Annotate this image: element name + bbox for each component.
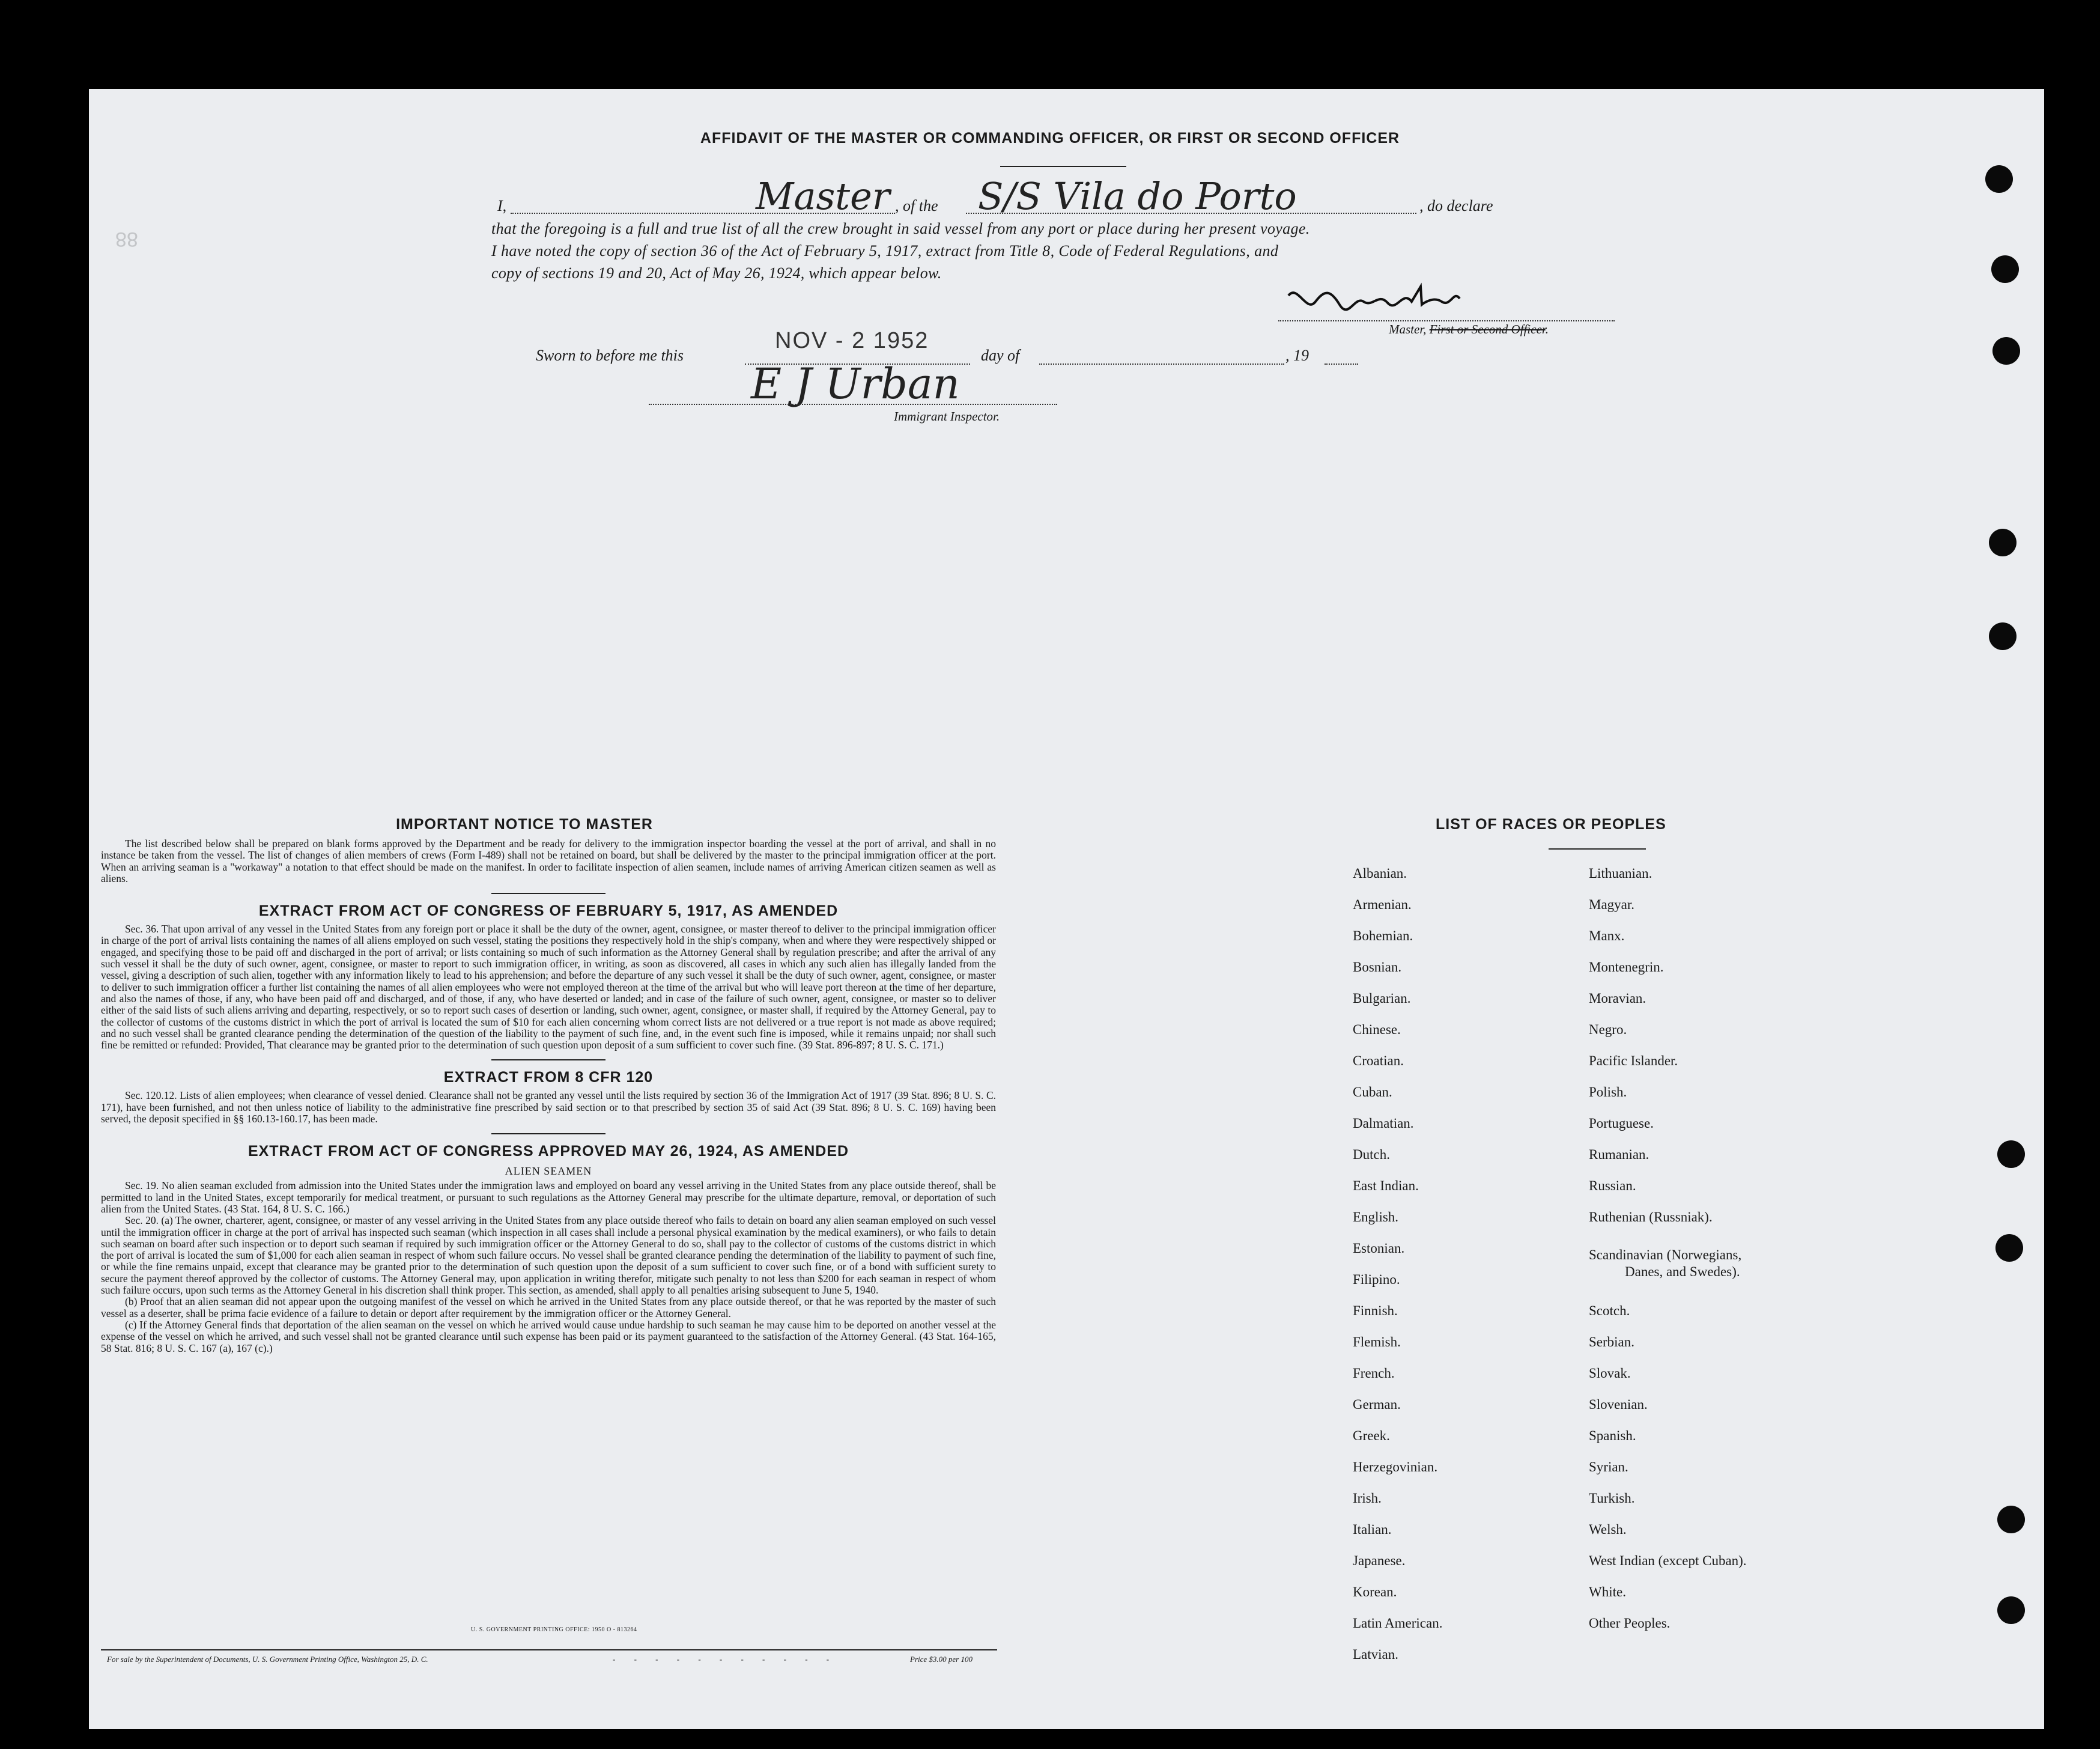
race-item: White. <box>1589 1584 1626 1599</box>
punch-hole-8 <box>1997 1506 2025 1533</box>
punch-hole-6 <box>1997 1140 2025 1168</box>
extract-1924-subtitle: ALIEN SEAMEN <box>505 1165 592 1178</box>
extract-1924-title: EXTRACT FROM ACT OF CONGRESS APPROVED MAY 26, 1924, AS AMENDED <box>247 1143 849 1160</box>
affidavit-do-declare: , do declare <box>1419 197 1493 214</box>
master-signature-line <box>1278 320 1615 321</box>
race-item: Lithuanian. <box>1589 866 1652 881</box>
race-item: Filipino. <box>1353 1272 1400 1287</box>
signature-role-label <box>1389 322 1549 337</box>
sworn-date-stamp: NOV - 2 1952 <box>775 328 929 353</box>
affidavit-vessel-handwritten: S/S Vila do Porto <box>978 174 1297 218</box>
race-item: Turkish. <box>1589 1491 1635 1506</box>
notice-rule <box>491 893 605 894</box>
affidavit-line3: I have noted the copy of section 36 of the Act of February 5, 1917, extract from Title 8, Code of Federal Regulations, and <box>491 242 1279 260</box>
punch-hole-9 <box>1997 1596 2025 1624</box>
race-item: Russian. <box>1589 1178 1636 1193</box>
sworn-year-line <box>1325 363 1358 365</box>
race-item: Moravian. <box>1589 991 1646 1006</box>
race-item: Armenian. <box>1353 897 1412 912</box>
sworn-year: , 19 <box>1285 347 1309 364</box>
race-item: Slovak. <box>1589 1366 1631 1381</box>
race-item: Greek. <box>1353 1428 1390 1443</box>
race-item: Croatian. <box>1353 1053 1404 1068</box>
race-item: Chinese. <box>1353 1022 1401 1037</box>
race-item: Estonian. <box>1353 1241 1405 1256</box>
race-item: Dalmatian. <box>1353 1116 1414 1131</box>
race-item: Flemish. <box>1353 1334 1401 1349</box>
affidavit-of-the: , of the <box>895 197 938 214</box>
race-item: Serbian. <box>1589 1334 1635 1349</box>
extract-1924-body <box>101 1180 996 1354</box>
race-item: Albanian. <box>1353 866 1407 881</box>
race-item: Japanese. <box>1353 1553 1406 1568</box>
race-item: Danes, and Swedes). <box>1625 1264 1740 1279</box>
race-item: Herzegovinian. <box>1353 1459 1438 1474</box>
sworn-label: Sworn to before me this <box>536 347 684 364</box>
margin-mark: 88 <box>115 228 138 251</box>
master-signature-image <box>1282 278 1463 326</box>
race-item: Portuguese. <box>1589 1116 1654 1131</box>
extract-cfr-body <box>101 1090 996 1125</box>
sec-20a-text: Sec. 20. (a) The owner, charterer, agent, consignee, or master of any vessel arriving in the United States from any place outside thereof who fails to detain on board any alien seaman employed on such vessel until the immigration officer in charge at the port of arrival has inspected such seaman (which inspection in all cases shall include a personal physical examination by the medical examiners), or who fails to detain such seaman on board after such inspection or to deport such seaman if required by such immigration officer or the Attorney General to do so, shall pay to the collector of customs of the customs district in which the port of arrival is located the sum of $1,000 for each alien seaman in respect of whom such failure occurs. No vessel shall be granted clearance pending the determination of the liability to payment of such fine, or while the fine remains unpaid, except that clearance may be granted prior to the determination of such question upon the deposit of a sum sufficient to cover such fine, or of a bond with sufficient surety to secure the payment thereof approved by the collector of customs. The Attorney General may, upon application in writing therefor, mitigate such penalty to not less than $200 for each seaman in respect of whom such failure occurs, upon such terms as the Attorney General in his discretion shall think proper. This section, as amended, shall apply to all penalties arising subsequent to June 5, 1940. <box>101 1214 996 1297</box>
race-item: Dutch. <box>1353 1147 1390 1162</box>
race-item: West Indian (except Cuban). <box>1589 1553 1747 1568</box>
sec-19-text: Sec. 19. No alien seaman excluded from admission into the United States under the immigration laws and employed on board any vessel arriving in the United States from any place outside thereof, shall be permitted to land in the United States, except temporarily for medical treatment, or pursuant to such regulations as the Attorney General may prescribe for the ultimate departure, removal, or deportation of such alien from the United States. (43 Stat. 164, 8 U. S. C. 166.) <box>101 1179 996 1215</box>
race-item: Welsh. <box>1589 1522 1627 1537</box>
extract-cfr-rule <box>491 1133 605 1134</box>
sec-20b-text: (b) Proof that an alien seaman did not appear upon the outgoing manifest of the vessel on which he arrived in the United States from any place outside thereof, or that he was reported by the master of such vessel as a deserter, shall be prima facie evidence of a failure to detain or deport after requirement by the immigration officer or the Attorney General. <box>101 1295 996 1319</box>
notice-body <box>101 838 996 884</box>
race-item: Irish. <box>1353 1491 1382 1506</box>
extract-cfr-text: Sec. 120.12. Lists of alien employees; when clearance of vessel denied. Clearance shall not be granted any vessel until the lists required by section 36 of the Immigration Act of 1917 (39 Stat. 896; 8 U. S. C. 171), have been furnished, and not then unless notice of liability to the administrative fine prescribed by said section or to that prescribed by section 35 of said Act (39 Stat. 896; 8 U. S. C. 169) having been served, the deposit specified in §§ 160.13-160.17, has been made. <box>101 1089 996 1125</box>
race-item: English. <box>1353 1209 1399 1224</box>
race-item: Syrian. <box>1589 1459 1628 1474</box>
race-item: Pacific Islander. <box>1589 1053 1678 1068</box>
punch-hole-3 <box>1992 337 2020 365</box>
race-item: Montenegrin. <box>1589 960 1664 975</box>
race-item: Rumanian. <box>1589 1147 1649 1162</box>
race-item: Scandinavian (Norwegians, <box>1589 1247 1742 1262</box>
race-item: Ruthenian (Russniak). <box>1589 1209 1713 1224</box>
race-item: Finnish. <box>1353 1303 1398 1318</box>
printer-line: U. S. GOVERNMENT PRINTING OFFICE: 1950 O - 813264 <box>471 1626 637 1633</box>
race-item: Spanish. <box>1589 1428 1636 1443</box>
extract-1917-rule <box>491 1059 605 1060</box>
race-item: East Indian. <box>1353 1178 1419 1193</box>
sec-20c-text: (c) If the Attorney General finds that deportation of the alien seaman on the vessel on which he arrived would cause undue hardship to such seaman he may cause him to be deported on another vessel at the expense of the vessel on which he arrived, and such vessel shall not be granted clearance until such expense has been paid or its payment guaranteed to the satisfaction of the Attorney General. (43 Stat. 164-165, 58 Stat. 816; 8 U. S. C. 167 (a), 167 (c).) <box>101 1318 996 1354</box>
inspector-signature-line <box>649 404 1057 405</box>
race-item: Bulgarian. <box>1353 991 1411 1006</box>
race-item: Latin American. <box>1353 1616 1443 1631</box>
extract-1917-body <box>101 923 996 1051</box>
notice-body-text: The list described below shall be prepared on blank forms approved by the Department and be ready for delivery to the immigration inspector boarding the vessel at the port of arrival, and shall in no instance be taken from the vessel. The list of changes of alien members of crews (Form I-489) shall not be retained on board, but shall be delivered by the master to the principal immigration officer at the port. When an arriving seaman is a "workaway" a notation to that effect should be made on the manifest. In order to facilitate inspection of alien seamen, include names of arriving American citizen seamen as well as aliens. <box>101 838 996 884</box>
punch-hole-2 <box>1991 255 2019 283</box>
extract-1917-text: Sec. 36. That upon arrival of any vessel in the United States from any foreign port or place it shall be the duty of the owner, agent, consignee, or master thereof to deliver to the principal immigration officer in charge of the port of arrival lists containing the names of all aliens employed on such vessel, stating the positions they respectively hold in the ship's company, when and where they were respectively shipped or engaged, and specifying those to be paid off and discharged in the port of arrival; or lists containing so much of such information as the Attorney General shall by regulation prescribe; and after the arrival of any such vessel it shall be the duty of such owner, agent, consignee, or master to report to such immigration officer, in writing, as soon as discovered, all cases in which any such alien has illegally landed from the vessel, giving a description of such alien, together with any information likely to lead to his apprehension; and before the departure of any such vessel it shall be the duty of such owner, agent, consignee, or master to deliver to such immigration officer a further list containing the names of all alien employees who were not employed thereon at the time of the arrival but who will leave port thereon at the time of her departure, and also the names of those, if any, who have been paid off and discharged, and of those, if any, who have deserted or landed; and in case of the failure of such owner, agent, consignee, or master so to deliver either of the said lists of such aliens arriving and departing, respectively, or so to report such cases of desertion or landing, such owner, agent, consignee, or master shall, if required by the Attorney General, pay to the collector of customs of the customs district in which the port of arrival is located the sum of $10 for each alien concerning whom correct lists are not delivered or a true report is not made as above required; and no such vessel shall be granted clearance pending the determination of the question of the liability to the payment of such fine, and, in the event such fine is imposed, while it remains unpaid; nor shall such fine be remitted or refunded: Provided, That clearance may be granted prior to the determination of such question upon deposit of a sum sufficient to cover such fine. (39 Stat. 896-897; 8 U. S. C. 171.) <box>101 923 996 1051</box>
race-item: Korean. <box>1353 1584 1397 1599</box>
notice-title: IMPORTANT NOTICE TO MASTER <box>396 816 653 833</box>
race-item: Other Peoples. <box>1589 1616 1671 1631</box>
race-item: Slovenian. <box>1589 1397 1648 1412</box>
notices-column <box>101 816 996 1354</box>
footer-price: Price $3.00 per 100 <box>910 1655 973 1664</box>
race-item: Cuban. <box>1353 1084 1392 1100</box>
race-item: Bohemian. <box>1353 928 1413 943</box>
punch-hole-4 <box>1989 529 2017 556</box>
affidavit-name-handwritten: Master <box>756 174 890 218</box>
punch-hole-1 <box>1985 165 2013 193</box>
extract-1917-title: EXTRACT FROM ACT OF CONGRESS OF FEBRUARY 5, 1917, AS AMENDED <box>258 902 839 920</box>
race-item: German. <box>1353 1397 1401 1412</box>
punch-hole-7 <box>1995 1234 2023 1262</box>
affidavit-line2: that the foregoing is a full and true list of all the crew brought in said vessel from any port or place during her present voyage. <box>491 220 1310 237</box>
affidavit-title-rule <box>1000 166 1126 167</box>
extract-cfr-title: EXTRACT FROM 8 CFR 120 <box>443 1069 654 1086</box>
race-item: Italian. <box>1353 1522 1392 1537</box>
race-item: French. <box>1353 1366 1395 1381</box>
race-item: Magyar. <box>1589 897 1635 912</box>
race-item: Manx. <box>1589 928 1625 943</box>
footer-sale: For sale by the Superintendent of Documents, U. S. Government Printing Office, Washington 25, D. C. <box>107 1655 428 1664</box>
races-title-rule <box>1549 848 1646 850</box>
affidavit-line4: copy of sections 19 and 20, Act of May 26, 1924, which appear below. <box>491 264 942 282</box>
sworn-month-line <box>1039 363 1284 365</box>
inspector-label: Immigrant Inspector. <box>894 409 1000 424</box>
footer-rule <box>101 1649 997 1650</box>
role-master: Master, <box>1389 322 1427 336</box>
punch-hole-5 <box>1989 622 2017 650</box>
race-item: Latvian. <box>1353 1647 1398 1662</box>
role-struck: First or Second Officer <box>1429 322 1546 336</box>
races-title: LIST OF RACES OR PEOPLES <box>1436 816 1666 833</box>
sworn-day-of: day of <box>981 347 1020 364</box>
inspector-signature: E J Urban <box>751 359 960 409</box>
affidavit-title: AFFIDAVIT OF THE MASTER OR COMMANDING OFFICER, OR FIRST OR SECOND OFFICER <box>700 130 1400 147</box>
affidavit-line1 <box>497 174 1624 218</box>
race-item: Bosnian. <box>1353 960 1402 975</box>
race-item: Scotch. <box>1589 1303 1630 1318</box>
footer-dashes: - - - - - - - - - - - <box>613 1655 838 1664</box>
affidavit-i-label: I, <box>497 197 507 214</box>
race-item: Negro. <box>1589 1022 1627 1037</box>
race-item: Polish. <box>1589 1084 1627 1100</box>
role-period: . <box>1545 322 1549 336</box>
